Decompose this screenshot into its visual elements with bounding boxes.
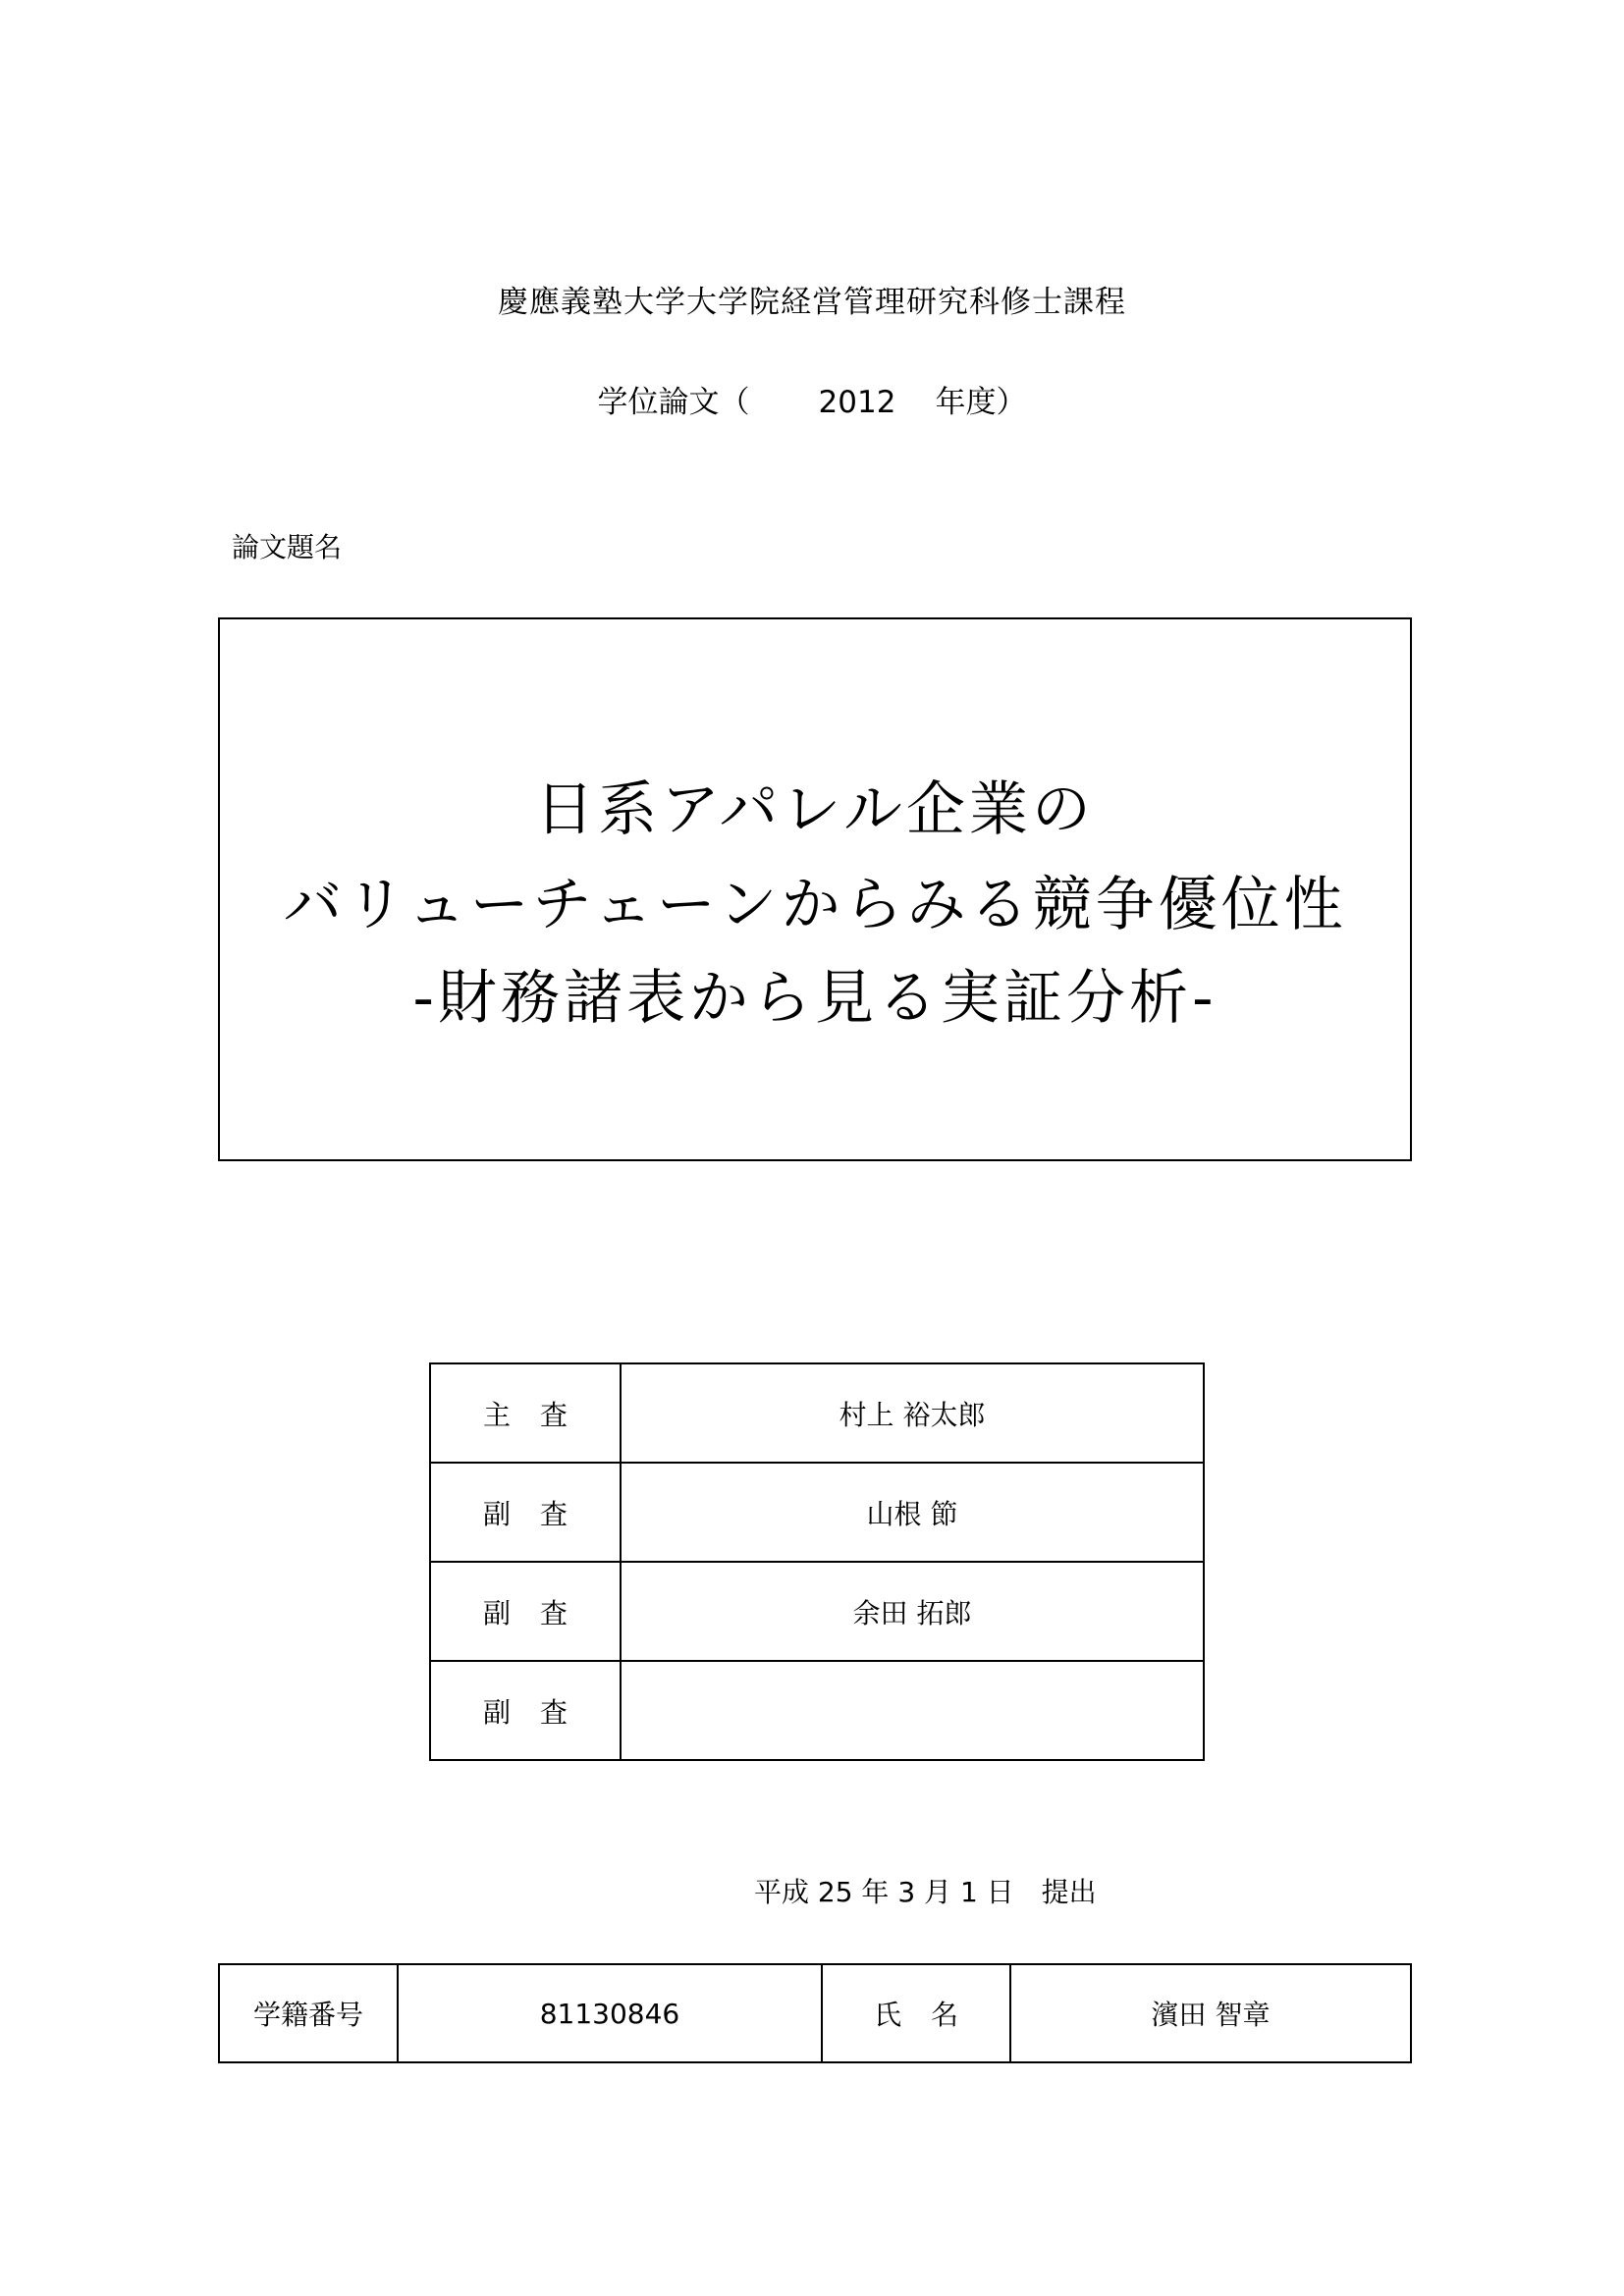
degree-line bbox=[0, 377, 1624, 421]
degree-year: 2012 bbox=[818, 385, 896, 420]
examiner-role: 副査 bbox=[430, 1463, 621, 1562]
title-line-1: 日系アパレル企業の bbox=[535, 775, 1095, 844]
examiner-row bbox=[430, 1661, 1204, 1760]
examiner-role: 主査 bbox=[430, 1363, 621, 1463]
student-row bbox=[219, 1964, 1411, 2062]
degree-prefix: 学位論文（ bbox=[597, 385, 750, 420]
degree-suffix: 年度） bbox=[935, 385, 1027, 420]
examiner-row bbox=[430, 1562, 1204, 1661]
student-name-value: 濱田 智章 bbox=[1010, 1964, 1411, 2062]
examiner-row bbox=[430, 1463, 1204, 1562]
examiner-name: 余田 拓郎 bbox=[621, 1562, 1204, 1661]
title-line-2: バリューチェーンからみる競争優位性 bbox=[283, 871, 1347, 939]
title-label: 論文題名 bbox=[232, 531, 343, 563]
examiner-row bbox=[430, 1363, 1204, 1463]
title-box bbox=[218, 617, 1412, 1161]
student-info-table bbox=[218, 1963, 1412, 2063]
student-id-label: 学籍番号 bbox=[219, 1964, 398, 2062]
examiners-table bbox=[429, 1362, 1205, 1761]
examiner-role: 副査 bbox=[430, 1562, 621, 1661]
title-line-3: -財務諸表から見る実証分析- bbox=[412, 964, 1218, 1033]
submission-date: 平成 25 年 3 月 1 日 提出 bbox=[754, 1876, 1097, 1908]
program-name: 慶應義塾大学大学院経営管理研究科修士課程 bbox=[498, 285, 1126, 320]
examiner-role: 副査 bbox=[430, 1661, 621, 1760]
student-id-value: 81130846 bbox=[398, 1964, 822, 2062]
examiner-name: 村上 裕太郎 bbox=[621, 1363, 1204, 1463]
student-name-label: 氏名 bbox=[822, 1964, 1010, 2062]
examiner-name: 山根 節 bbox=[621, 1463, 1204, 1562]
examiner-name bbox=[621, 1661, 1204, 1760]
